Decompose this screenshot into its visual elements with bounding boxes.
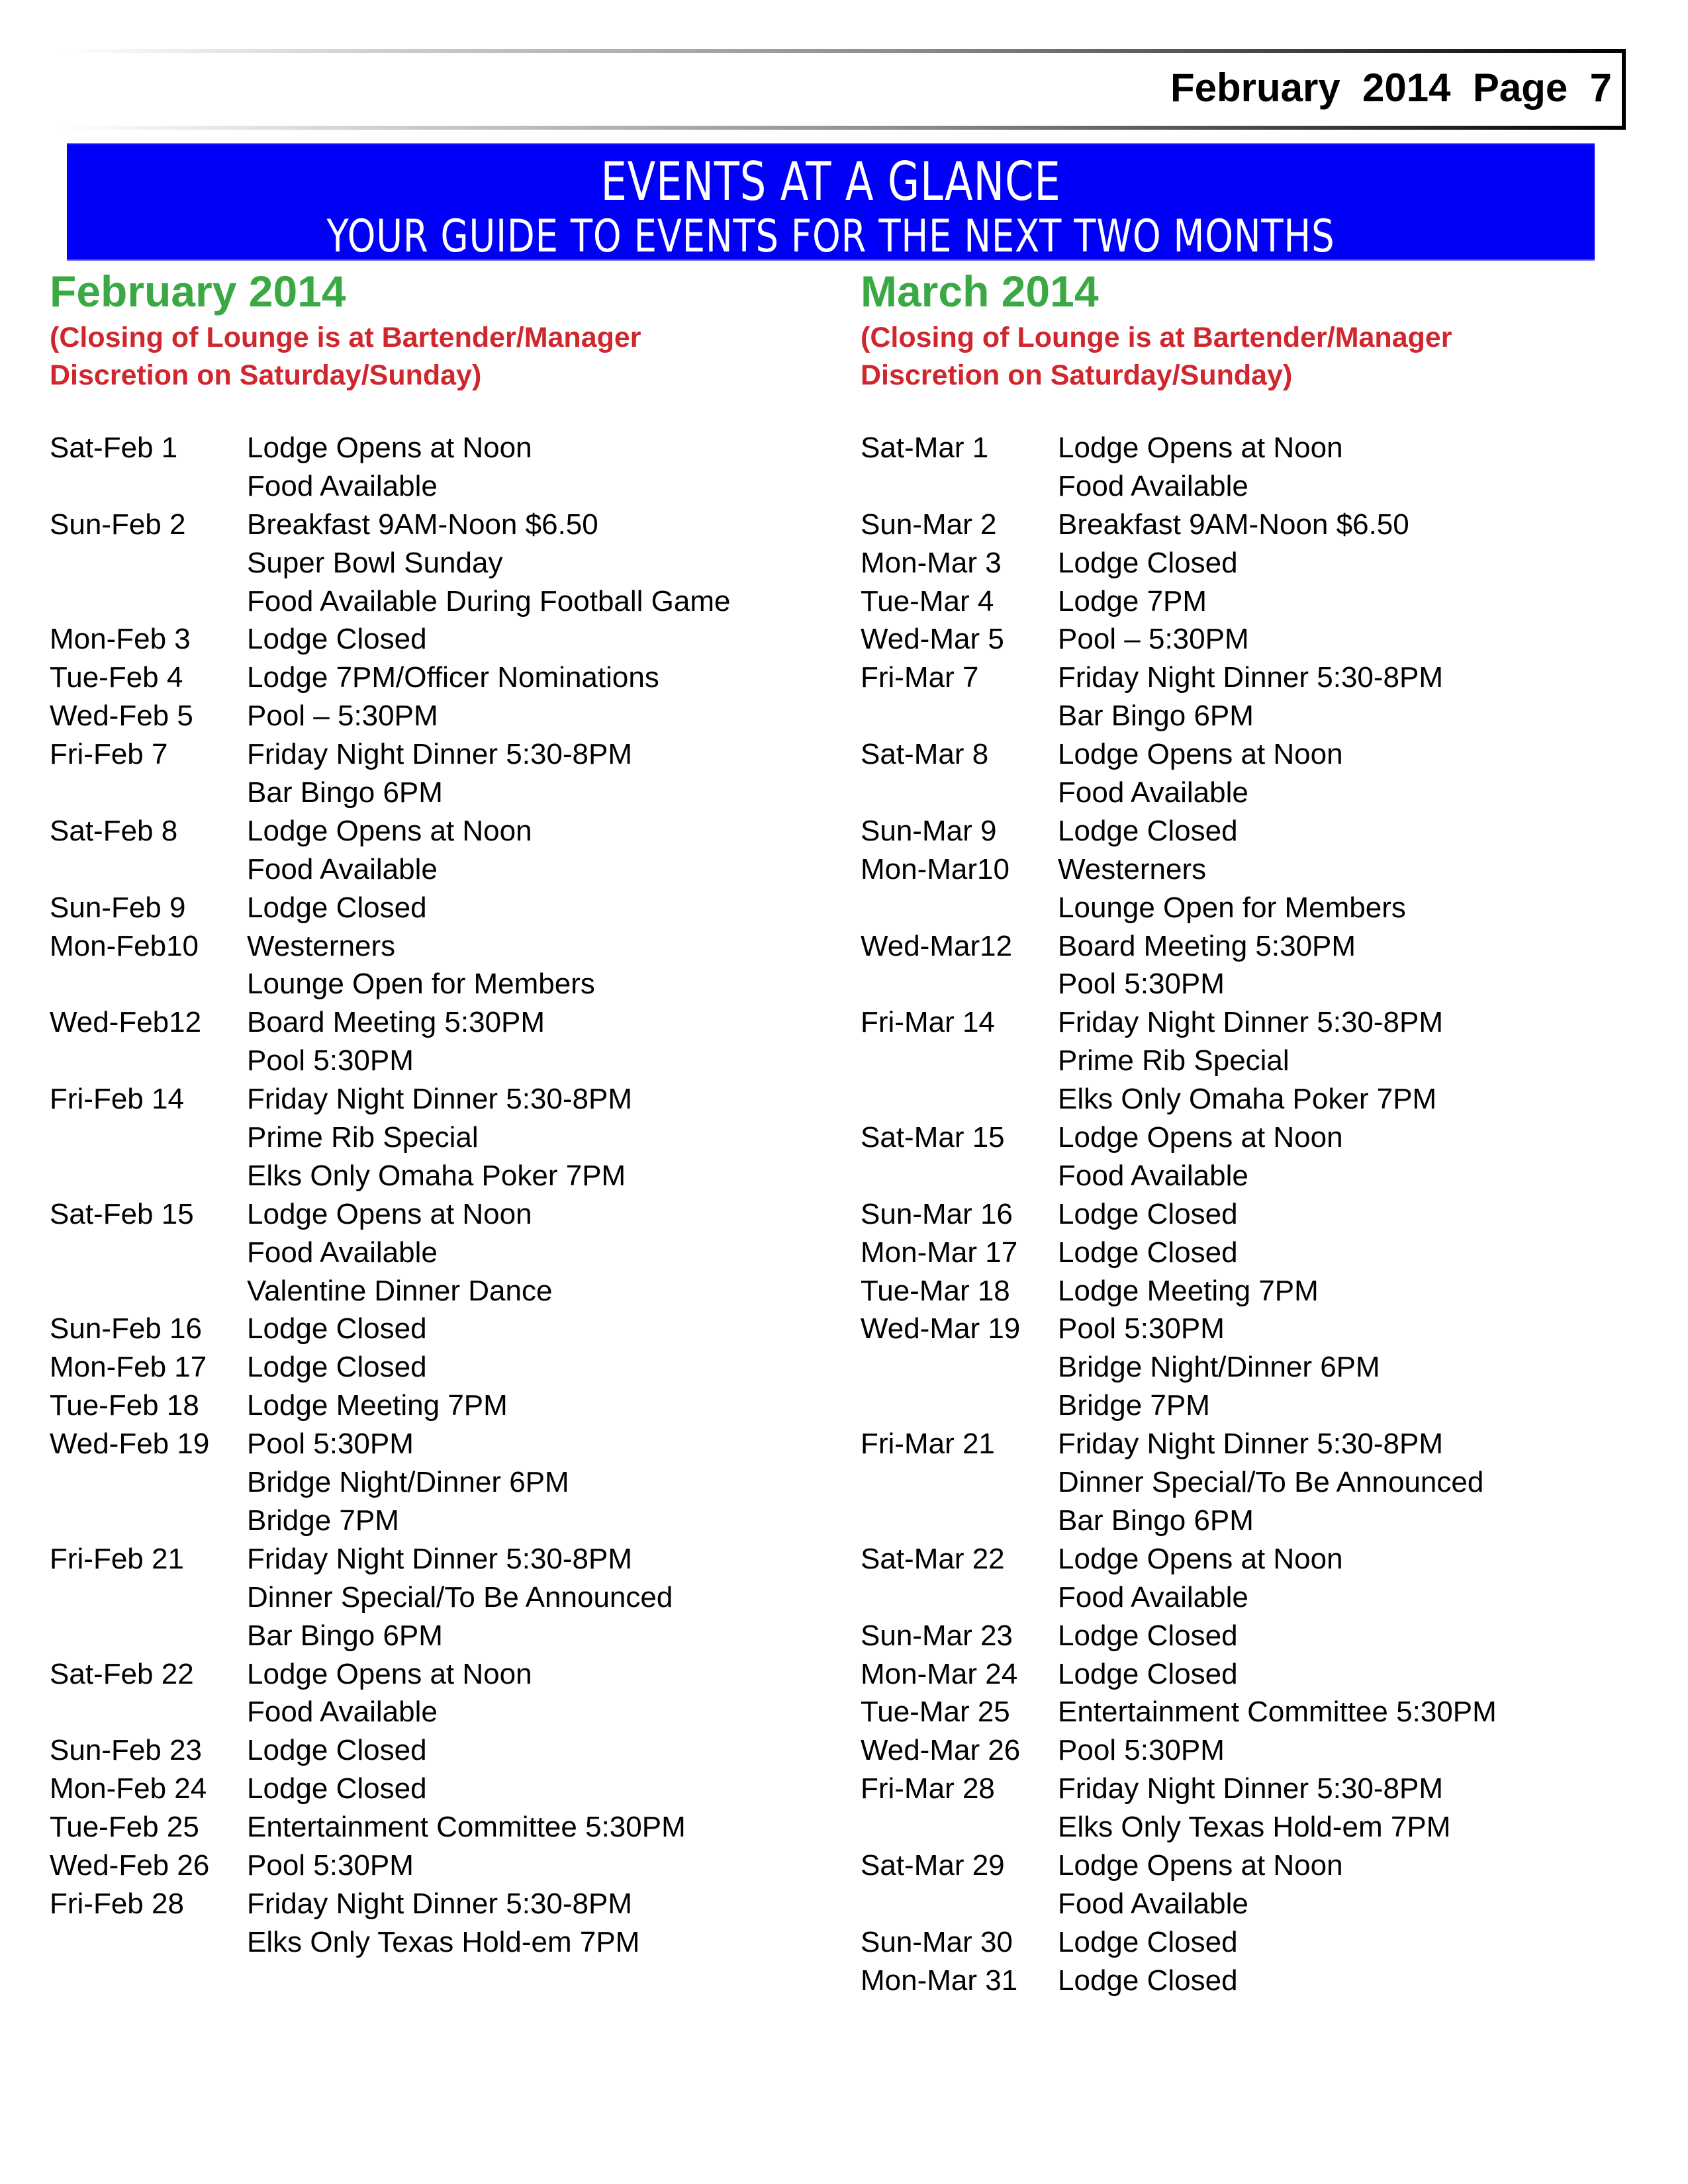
event-description: Pool 5:30PM bbox=[1058, 968, 1225, 1001]
event-row bbox=[50, 1923, 831, 1962]
month-title: March 2014 bbox=[861, 267, 1099, 316]
event-row bbox=[50, 1770, 831, 1808]
event-description: Elks Only Texas Hold-em 7PM bbox=[1058, 1811, 1451, 1844]
event-description: Lodge Closed bbox=[1058, 1925, 1238, 1958]
event-description: Food Available bbox=[1058, 1887, 1248, 1920]
note-line: (Closing of Lounge is at Bartender/Manager bbox=[50, 322, 641, 353]
event-date: Sun-Mar 23 bbox=[861, 1619, 1013, 1652]
event-description: Pool 5:30PM bbox=[1058, 1312, 1225, 1345]
event-description: Bar Bingo 6PM bbox=[247, 1619, 443, 1652]
event-date: Sat-Feb 15 bbox=[50, 1197, 194, 1230]
header-rule-right bbox=[1622, 49, 1626, 130]
event-description: Board Meeting 5:30PM bbox=[1058, 929, 1356, 962]
event-description: Lodge 7PM bbox=[1058, 584, 1207, 617]
event-date: Sun-Feb 2 bbox=[50, 508, 186, 541]
event-row bbox=[50, 697, 831, 735]
event-description: Lodge 7PM/Officer Nominations bbox=[247, 661, 659, 694]
event-row bbox=[861, 889, 1642, 927]
event-date: Fri-Mar 14 bbox=[861, 1006, 995, 1039]
event-row bbox=[50, 1502, 831, 1540]
event-description: Lodge Opens at Noon bbox=[247, 1197, 532, 1230]
event-description: Lodge Opens at Noon bbox=[1058, 738, 1343, 771]
event-description: Lodge Closed bbox=[1058, 814, 1238, 847]
event-date: Sat-Feb 22 bbox=[50, 1657, 194, 1690]
event-row bbox=[50, 1808, 831, 1846]
event-date: Wed-Mar 19 bbox=[861, 1312, 1021, 1345]
event-row bbox=[50, 1617, 831, 1655]
event-description: Friday Night Dinner 5:30-8PM bbox=[1058, 1772, 1444, 1805]
event-row bbox=[50, 1578, 831, 1617]
event-date: Sun-Mar 9 bbox=[861, 814, 997, 847]
event-date: Fri-Mar 7 bbox=[861, 661, 979, 694]
event-row bbox=[50, 467, 831, 506]
lounge-closing-note bbox=[861, 319, 1642, 394]
event-row bbox=[50, 774, 831, 812]
event-date: Mon-Feb10 bbox=[50, 929, 199, 962]
event-description: Pool 5:30PM bbox=[247, 1848, 414, 1882]
event-row bbox=[861, 927, 1642, 966]
event-description: Food Available bbox=[247, 1236, 438, 1269]
event-description: Bridge Night/Dinner 6PM bbox=[247, 1466, 569, 1499]
event-date: Wed-Mar12 bbox=[861, 929, 1013, 962]
event-description: Lodge Opens at Noon bbox=[247, 432, 532, 464]
event-description: Food Available bbox=[1058, 776, 1248, 809]
event-description: Bridge Night/Dinner 6PM bbox=[1058, 1351, 1380, 1384]
event-description: Bridge 7PM bbox=[1058, 1389, 1210, 1422]
event-description: Pool 5:30PM bbox=[247, 1428, 414, 1461]
event-date: Mon-Mar 17 bbox=[861, 1236, 1018, 1269]
note-line: Discretion on Saturday/Sunday) bbox=[861, 359, 1293, 391]
event-date: Fri-Mar 28 bbox=[861, 1772, 995, 1805]
event-row bbox=[50, 927, 831, 966]
event-row bbox=[861, 1195, 1642, 1234]
event-date: Mon-Feb 24 bbox=[50, 1772, 207, 1805]
event-row bbox=[861, 1425, 1642, 1463]
event-date: Sat-Feb 1 bbox=[50, 432, 178, 464]
event-description: Pool – 5:30PM bbox=[1058, 623, 1249, 656]
event-row bbox=[861, 1693, 1642, 1731]
event-row bbox=[50, 812, 831, 850]
event-description: Lodge Closed bbox=[1058, 1197, 1238, 1230]
event-row bbox=[50, 965, 831, 1003]
event-date: Tue-Mar 4 bbox=[861, 584, 994, 617]
note-line: (Closing of Lounge is at Bartender/Manager bbox=[861, 322, 1452, 353]
month-column-february bbox=[50, 265, 831, 1958]
event-description: Food Available bbox=[1058, 1580, 1248, 1614]
event-date: Wed-Mar 5 bbox=[861, 623, 1004, 656]
event-description: Lodge Opens at Noon bbox=[1058, 1542, 1343, 1575]
event-description: Elks Only Omaha Poker 7PM bbox=[1058, 1083, 1437, 1116]
event-date: Fri-Feb 7 bbox=[50, 738, 168, 771]
event-description: Lodge Opens at Noon bbox=[1058, 432, 1343, 464]
event-description: Lodge Closed bbox=[1058, 1236, 1238, 1269]
event-row bbox=[861, 1731, 1642, 1770]
event-description: Food Available During Football Game bbox=[247, 584, 731, 617]
event-row bbox=[861, 429, 1642, 467]
event-row bbox=[50, 1885, 831, 1923]
event-description: Dinner Special/To Be Announced bbox=[1058, 1466, 1484, 1499]
event-description: Friday Night Dinner 5:30-8PM bbox=[247, 1542, 633, 1575]
event-row bbox=[50, 1157, 831, 1195]
event-description: Lodge Closed bbox=[1058, 1619, 1238, 1652]
event-row bbox=[50, 1655, 831, 1694]
event-date: Mon-Feb 3 bbox=[50, 623, 191, 656]
header-rule-top bbox=[60, 49, 1625, 53]
event-row bbox=[50, 1348, 831, 1387]
event-description: Bar Bingo 6PM bbox=[247, 776, 443, 809]
event-row bbox=[50, 620, 831, 659]
event-description: Lodge Closed bbox=[247, 1772, 427, 1805]
event-row bbox=[861, 1042, 1642, 1080]
event-description: Friday Night Dinner 5:30-8PM bbox=[1058, 1428, 1444, 1461]
event-date: Sat-Mar 22 bbox=[861, 1542, 1005, 1575]
event-row bbox=[50, 1003, 831, 1042]
banner-subtitle: YOUR GUIDE TO EVENTS FOR THE NEXT TWO MONTHS bbox=[326, 210, 1335, 263]
event-date: Tue-Mar 18 bbox=[861, 1274, 1010, 1307]
event-date: Mon-Feb 17 bbox=[50, 1351, 207, 1384]
event-row bbox=[861, 774, 1642, 812]
event-description: Elks Only Omaha Poker 7PM bbox=[247, 1159, 626, 1192]
event-row bbox=[861, 1003, 1642, 1042]
event-description: Breakfast 9AM-Noon $6.50 bbox=[1058, 508, 1409, 541]
event-row bbox=[861, 1080, 1642, 1118]
event-row bbox=[861, 1617, 1642, 1655]
event-row bbox=[861, 1655, 1642, 1694]
event-date: Sun-Feb 16 bbox=[50, 1312, 202, 1345]
event-row bbox=[50, 506, 831, 544]
event-row bbox=[50, 582, 831, 621]
event-description: Breakfast 9AM-Noon $6.50 bbox=[247, 508, 598, 541]
event-description: Food Available bbox=[1058, 1159, 1248, 1192]
note-line: Discretion on Saturday/Sunday) bbox=[50, 359, 482, 391]
event-description: Friday Night Dinner 5:30-8PM bbox=[247, 1083, 633, 1116]
event-row bbox=[861, 965, 1642, 1003]
event-row bbox=[50, 850, 831, 889]
event-description: Lodge Meeting 7PM bbox=[247, 1389, 508, 1422]
event-row bbox=[50, 1118, 831, 1157]
event-date: Sun-Mar 16 bbox=[861, 1197, 1013, 1230]
event-description: Lodge Closed bbox=[1058, 546, 1238, 579]
banner-title: EVENTS AT A GLANCE bbox=[600, 151, 1061, 212]
event-row bbox=[50, 1310, 831, 1348]
lounge-closing-note bbox=[50, 319, 831, 394]
event-description: Food Available bbox=[247, 469, 438, 502]
event-date: Sat-Mar 15 bbox=[861, 1121, 1005, 1154]
event-row bbox=[50, 1042, 831, 1080]
event-row bbox=[861, 1387, 1642, 1425]
event-description: Friday Night Dinner 5:30-8PM bbox=[1058, 661, 1444, 694]
issue-date: February 2014 bbox=[1170, 66, 1451, 110]
event-description: Lodge Closed bbox=[1058, 1964, 1238, 1997]
event-row bbox=[861, 735, 1642, 774]
event-row bbox=[861, 620, 1642, 659]
event-date: Mon-Mar 3 bbox=[861, 546, 1002, 579]
event-description: Dinner Special/To Be Announced bbox=[247, 1580, 673, 1614]
event-row bbox=[861, 1234, 1642, 1272]
page-number: Page 7 bbox=[1472, 66, 1612, 110]
event-description: Food Available bbox=[1058, 469, 1248, 502]
event-description: Bar Bingo 6PM bbox=[1058, 700, 1254, 733]
event-description: Elks Only Texas Hold-em 7PM bbox=[247, 1925, 640, 1958]
event-date: Wed-Feb 26 bbox=[50, 1848, 210, 1882]
event-row bbox=[861, 1463, 1642, 1502]
event-row bbox=[50, 1425, 831, 1463]
event-description: Westerners bbox=[1058, 852, 1207, 886]
event-row bbox=[861, 1310, 1642, 1348]
event-description: Lodge Closed bbox=[1058, 1657, 1238, 1690]
month-column-march bbox=[861, 265, 1642, 1997]
event-description: Food Available bbox=[247, 1696, 438, 1729]
event-description: Lodge Closed bbox=[247, 1312, 427, 1345]
event-description: Lodge Opens at Noon bbox=[1058, 1121, 1343, 1154]
event-row bbox=[50, 1540, 831, 1578]
event-row bbox=[861, 544, 1642, 582]
event-date: Fri-Feb 28 bbox=[50, 1887, 184, 1920]
event-row bbox=[50, 1387, 831, 1425]
event-date: Sun-Feb 9 bbox=[50, 891, 186, 924]
event-row bbox=[861, 697, 1642, 735]
event-description: Pool 5:30PM bbox=[1058, 1734, 1225, 1767]
event-description: Friday Night Dinner 5:30-8PM bbox=[247, 1887, 633, 1920]
event-row bbox=[50, 1080, 831, 1118]
event-row bbox=[50, 659, 831, 697]
event-row bbox=[50, 1234, 831, 1272]
event-description: Pool – 5:30PM bbox=[247, 700, 438, 733]
event-row bbox=[50, 889, 831, 927]
event-row bbox=[50, 1693, 831, 1731]
header-rule-bottom bbox=[60, 126, 1625, 130]
event-row bbox=[861, 506, 1642, 544]
event-row bbox=[861, 1578, 1642, 1617]
event-description: Board Meeting 5:30PM bbox=[247, 1006, 545, 1039]
event-description: Lodge Meeting 7PM bbox=[1058, 1274, 1319, 1307]
event-row bbox=[50, 1463, 831, 1502]
event-description: Lounge Open for Members bbox=[1058, 891, 1406, 924]
event-description: Lodge Opens at Noon bbox=[247, 1657, 532, 1690]
event-row bbox=[861, 812, 1642, 850]
event-row bbox=[861, 582, 1642, 621]
event-date: Mon-Mar 31 bbox=[861, 1964, 1018, 1997]
event-row bbox=[50, 1195, 831, 1234]
event-description: Lodge Opens at Noon bbox=[247, 814, 532, 847]
event-date: Fri-Feb 21 bbox=[50, 1542, 184, 1575]
event-description: Lodge Closed bbox=[247, 1734, 427, 1767]
event-description: Entertainment Committee 5:30PM bbox=[247, 1811, 686, 1844]
event-row bbox=[50, 544, 831, 582]
event-date: Sat-Mar 29 bbox=[861, 1848, 1005, 1882]
event-date: Wed-Feb 5 bbox=[50, 700, 193, 733]
month-title: February 2014 bbox=[50, 267, 346, 316]
event-row bbox=[861, 1502, 1642, 1540]
event-description: Bridge 7PM bbox=[247, 1504, 399, 1537]
event-date: Sun-Mar 30 bbox=[861, 1925, 1013, 1958]
event-description: Bar Bingo 6PM bbox=[1058, 1504, 1254, 1537]
event-row bbox=[861, 1272, 1642, 1310]
event-row bbox=[861, 850, 1642, 889]
event-description: Lodge Closed bbox=[247, 1351, 427, 1384]
event-row bbox=[861, 1846, 1642, 1885]
page-header bbox=[1170, 65, 1612, 111]
event-row bbox=[861, 1923, 1642, 1962]
event-description: Super Bowl Sunday bbox=[247, 546, 503, 579]
event-row bbox=[861, 1885, 1642, 1923]
event-row bbox=[861, 1118, 1642, 1157]
event-date: Wed-Feb 19 bbox=[50, 1428, 210, 1461]
event-row bbox=[50, 1272, 831, 1310]
event-row bbox=[50, 735, 831, 774]
event-date: Wed-Mar 26 bbox=[861, 1734, 1021, 1767]
event-date: Tue-Feb 18 bbox=[50, 1389, 199, 1422]
event-list bbox=[50, 429, 831, 1962]
event-date: Tue-Feb 4 bbox=[50, 661, 183, 694]
event-row bbox=[861, 467, 1642, 506]
event-date: Fri-Mar 21 bbox=[861, 1428, 995, 1461]
events-banner bbox=[67, 143, 1595, 261]
event-description: Food Available bbox=[247, 852, 438, 886]
event-description: Lodge Closed bbox=[247, 891, 427, 924]
event-date: Mon-Mar 24 bbox=[861, 1657, 1018, 1690]
event-row bbox=[50, 1846, 831, 1885]
event-description: Friday Night Dinner 5:30-8PM bbox=[247, 738, 633, 771]
event-date: Tue-Mar 25 bbox=[861, 1696, 1010, 1729]
event-date: Sat-Feb 8 bbox=[50, 814, 178, 847]
event-row bbox=[50, 1731, 831, 1770]
event-date: Fri-Feb 14 bbox=[50, 1083, 184, 1116]
event-date: Wed-Feb12 bbox=[50, 1006, 202, 1039]
event-row bbox=[861, 1157, 1642, 1195]
event-date: Sun-Feb 23 bbox=[50, 1734, 202, 1767]
event-date: Sat-Mar 1 bbox=[861, 432, 989, 464]
event-row bbox=[861, 1962, 1642, 2000]
event-row bbox=[861, 659, 1642, 697]
event-row bbox=[861, 1770, 1642, 1808]
event-row bbox=[50, 429, 831, 467]
event-description: Friday Night Dinner 5:30-8PM bbox=[1058, 1006, 1444, 1039]
event-description: Entertainment Committee 5:30PM bbox=[1058, 1696, 1497, 1729]
event-date: Sat-Mar 8 bbox=[861, 738, 989, 771]
event-list bbox=[861, 429, 1642, 2000]
event-description: Prime Rib Special bbox=[1058, 1044, 1289, 1077]
event-description: Lounge Open for Members bbox=[247, 968, 595, 1001]
event-date: Sun-Mar 2 bbox=[861, 508, 997, 541]
event-date: Mon-Mar10 bbox=[861, 852, 1009, 886]
event-row bbox=[861, 1348, 1642, 1387]
event-description: Prime Rib Special bbox=[247, 1121, 479, 1154]
event-description: Valentine Dinner Dance bbox=[247, 1274, 553, 1307]
event-row bbox=[861, 1808, 1642, 1846]
event-description: Lodge Closed bbox=[247, 623, 427, 656]
event-row bbox=[861, 1540, 1642, 1578]
event-description: Westerners bbox=[247, 929, 396, 962]
event-description: Pool 5:30PM bbox=[247, 1044, 414, 1077]
event-date: Tue-Feb 25 bbox=[50, 1811, 199, 1844]
event-description: Lodge Opens at Noon bbox=[1058, 1848, 1343, 1882]
